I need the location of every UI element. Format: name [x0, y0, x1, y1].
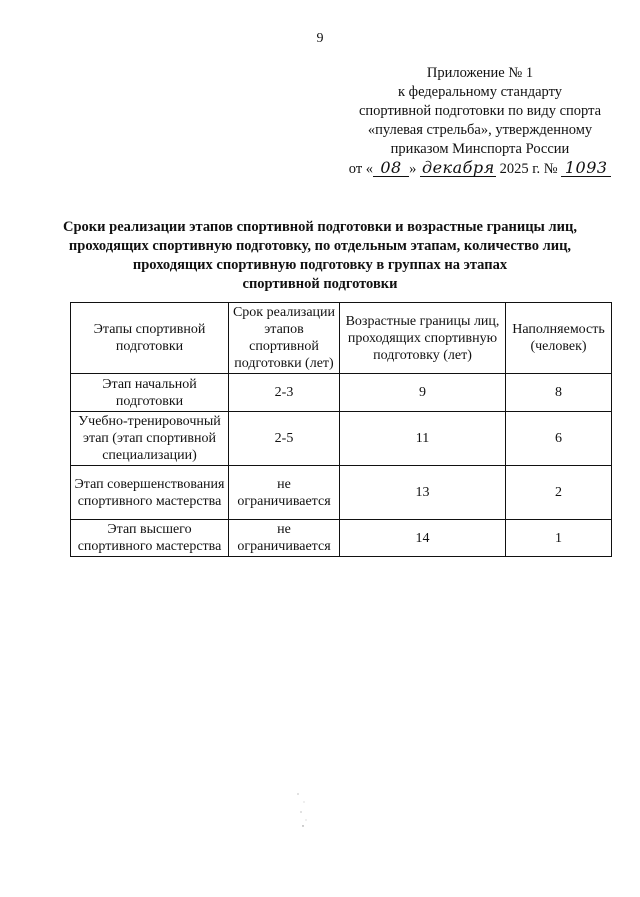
appendix-line: спортивной подготовки по виду спорта — [358, 103, 602, 119]
document-title — [40, 218, 600, 294]
cell-age: 9 — [340, 374, 506, 412]
cell-stage: Этап начальной подготовки — [71, 374, 229, 412]
page-number: 9 — [316, 31, 324, 46]
header-stages: Этапы спортивной подготовки — [71, 303, 229, 374]
cell-group-size: 6 — [506, 412, 612, 466]
appendix-block — [330, 64, 630, 179]
table-row — [71, 520, 612, 557]
cell-duration: не ограничивается — [229, 520, 340, 557]
cell-age: 11 — [340, 412, 506, 466]
title-line: проходящих спортивную подготовку в группах на этапах — [132, 257, 508, 273]
table-row — [71, 412, 612, 466]
handwritten-order-number: 1093 — [561, 159, 611, 177]
appendix-line: приказом Минспорта России — [390, 141, 570, 157]
handwritten-day: 08 — [373, 159, 409, 177]
handwritten-month: декабря — [421, 158, 495, 177]
cell-duration: 2-5 — [229, 412, 340, 466]
header-group-size: Наполняемость (человек) — [506, 303, 612, 374]
appendix-line: «пулевая стрельба», утвержденному — [367, 122, 593, 138]
cell-group-size: 8 — [506, 374, 612, 412]
date-year: 2025 г. № — [499, 161, 558, 177]
stages-table — [70, 302, 612, 557]
cell-duration: 2-3 — [229, 374, 340, 412]
title-line: проходящих спортивную подготовку, по отдельным этапам, количество лиц, — [68, 238, 572, 254]
cell-age: 13 — [340, 466, 506, 520]
date-prefix: от « — [348, 161, 374, 177]
table-row — [71, 374, 612, 412]
appendix-line: к федеральному стандарту — [398, 84, 562, 100]
header-duration: Срок реализации этапов спортивной подготовки (лет) — [229, 303, 340, 374]
cell-group-size: 1 — [506, 520, 612, 557]
cell-duration: не ограничивается — [229, 466, 340, 520]
cell-stage: Учебно-тренировочный этап (этап спортивной специализации) — [71, 412, 229, 466]
header-age-limits: Возрастные границы лиц, проходящих спортивную подготовку (лет) — [340, 303, 506, 374]
table-header-row — [71, 303, 612, 374]
table-row — [71, 466, 612, 520]
cell-age: 14 — [340, 520, 506, 557]
title-line: спортивной подготовки — [242, 276, 398, 292]
title-line: Сроки реализации этапов спортивной подготовки и возрастные границы лиц, — [63, 219, 577, 235]
date-quote: » — [409, 161, 417, 177]
cell-stage: Этап совершенствования спортивного мастерства — [71, 466, 229, 520]
appendix-title: Приложение № 1 — [426, 65, 534, 81]
cell-stage: Этап высшего спортивного мастерства — [71, 520, 229, 557]
scan-specks — [290, 790, 320, 830]
order-date-line — [330, 159, 630, 179]
cell-group-size: 2 — [506, 466, 612, 520]
